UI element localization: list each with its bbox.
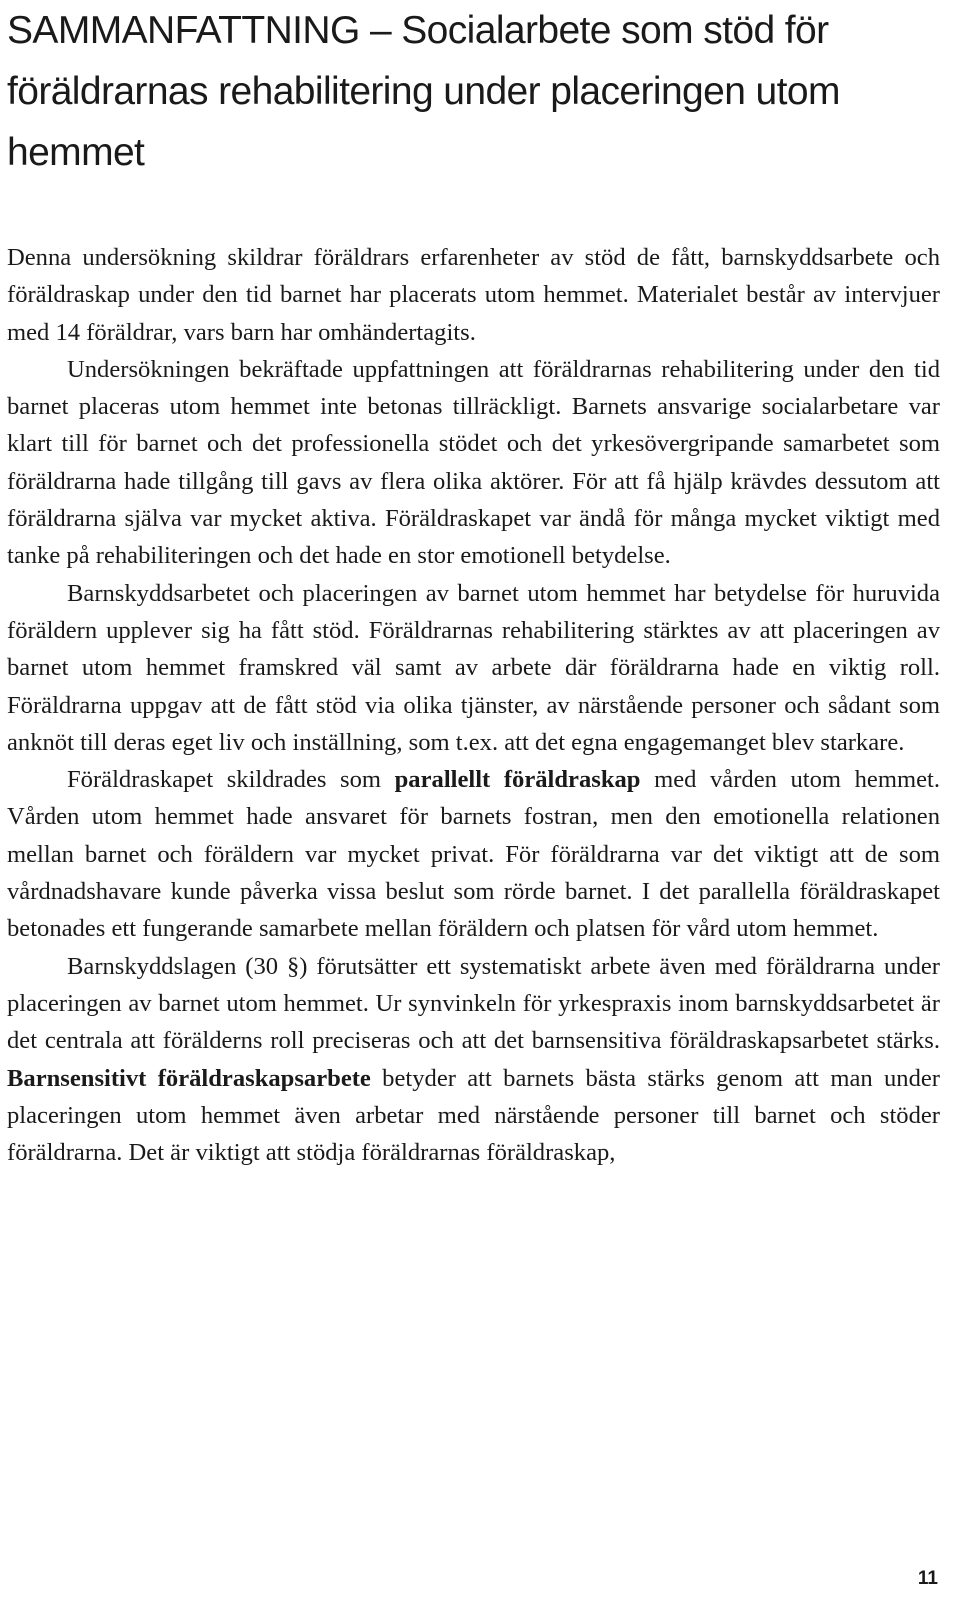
paragraph-2-segment-1: Undersökningen bekräftade uppfattningen att föräldrarnas rehabilitering under den tid barnet placeras utom hemmet inte betonas tillräckligt. Barnets ansvarige socialarbetare var klart till för barnet och det professionella stödet och det yrkesövergripande samarbetet som föräldrarna hade tillgång till gavs av flera olika aktörer. För att få hjälp krävdes dessutom att föräldrarna själva var mycket aktiva. Föräldraskapet var ändå för många mycket viktigt med tanke på rehabiliteringen och det hade en stor emotionell betydelse. xyxy=(7,355,940,570)
page-number: 11 xyxy=(917,1568,938,1589)
document-page xyxy=(7,0,940,1171)
paragraph-4-segment-3: med vården utom hemmet. Vården utom hemmet hade ansvaret för barnets fostran, men den emotionella relationen mellan barnet och föräldern var mycket privat. För föräldrarna var det viktigt att de som vårdnadshavare kunde påverka vissa beslut som rörde barnet. I det parallella föräldraskapet betonades ett fungerande samarbete mellan föräldern och platsen för vård utom hemmet. xyxy=(7,766,941,943)
term-parallellt-foraldraskap: parallellt föräldraskap xyxy=(394,766,641,794)
paragraph-2 xyxy=(7,351,940,575)
paragraph-1-segment-1: Denna undersökning skildrar föräldrars erfarenheter av stöd de fått, barnskyddsarbete och föräldraskap under den tid barnet har placerats utom hemmet. Materialet består av intervjuer med 14 föräldrar, vars barn har omhändertagits. xyxy=(7,244,940,346)
paragraph-1 xyxy=(7,239,940,351)
paragraph-5-segment-3: betyder att barnets bästa stärks genom att man under placeringen utom hemmet även arbetar med närstående personer till barnet och stöder föräldrarna. Det är viktigt att stödja föräldrarnas föräldraskap, xyxy=(7,1064,940,1167)
paragraph-5 xyxy=(7,948,940,1172)
paragraph-3 xyxy=(7,575,940,761)
paragraph-4-segment-1: Föräldraskapet skildrades som xyxy=(67,766,395,794)
paragraph-4 xyxy=(7,761,940,947)
term-barnsensitivt-foraldraskapsarbete: Barnsensitivt föräldraskapsarbete xyxy=(7,1064,371,1092)
paragraph-5-segment-1: Barnskyddslagen (30 §) förutsätter ett systematiskt arbete även med föräldrarna under placeringen av barnet utom hemmet. Ur synvinkeln för yrkespraxis inom barnskyddsarbetet är det centrala att förälderns roll preciseras och att det barnsensitiva föräldraskapsarbetet stärks. xyxy=(7,952,940,1055)
paragraph-3-segment-1: Barnskyddsarbetet och placeringen av barnet utom hemmet har betydelse för huruvida föräldern upplever sig ha fått stöd. Föräldrarnas rehabilitering stärktes av att placeringen av barnet utom hemmet framskred väl samt av arbete där föräldrarna hade en viktig roll. Föräldrarna uppgav att de fått stöd via olika tjänster, av närstående personer och sådant som anknöt till deras eget liv och inställning, som t.ex. att det egna engagemanget blev starkare. xyxy=(7,579,940,756)
page-title: SAMMANFATTNING – Socialarbete som stöd för föräldrarnas rehabilitering under placeringen utom hemmet xyxy=(7,9,840,174)
body-text xyxy=(7,239,940,1171)
